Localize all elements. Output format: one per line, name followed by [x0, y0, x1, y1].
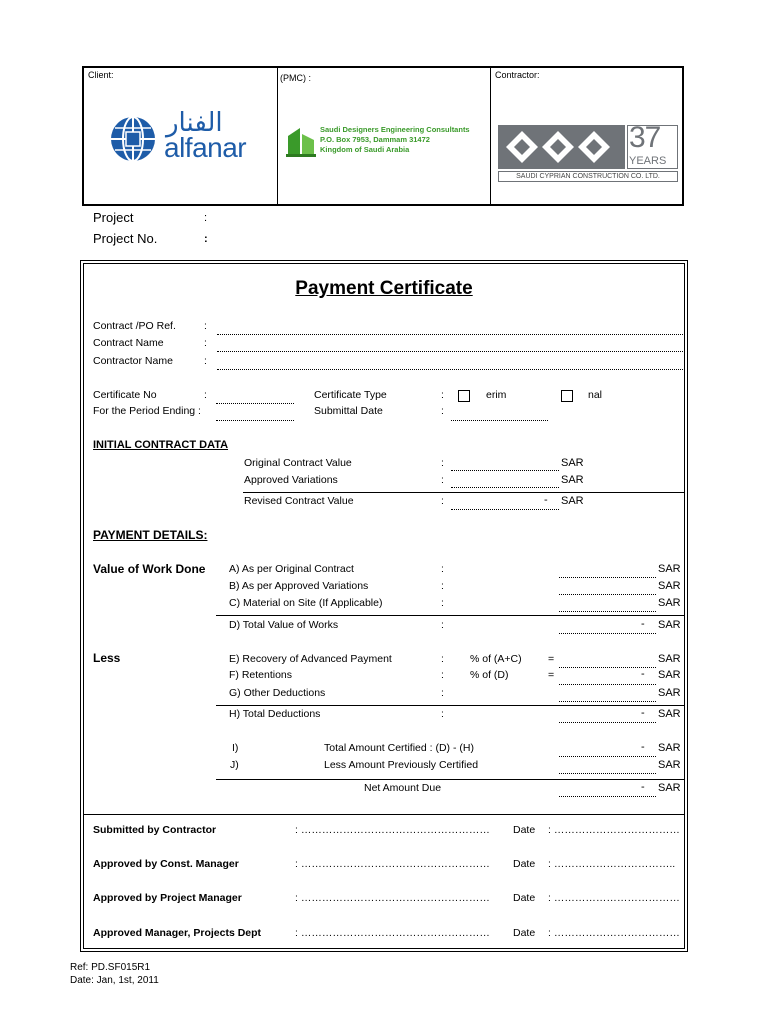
footer-ref: Ref: PD.SF015R1 — [70, 962, 151, 973]
revised-contract-value: - — [544, 494, 548, 506]
row-d-value: - — [641, 618, 645, 630]
scc-company-name: SAUDI CYPRIAN CONSTRUCTION CO. LTD. — [498, 171, 678, 182]
row-b-currency: SAR — [658, 580, 681, 592]
submitted-by-contractor-line[interactable]: : ……………………………………………… — [295, 824, 490, 836]
row-a-currency: SAR — [658, 563, 681, 575]
submitted-date-label: Date — [513, 824, 536, 836]
approved-variations-colon: : — [441, 474, 444, 486]
row-c-currency: SAR — [658, 597, 681, 609]
initial-contract-heading: INITIAL CONTRACT DATA — [93, 439, 229, 451]
const-manager-line[interactable]: : ……………………………………………… — [295, 858, 490, 870]
contractor-name-label: Contractor Name — [93, 355, 173, 367]
row-d-colon: : — [441, 619, 444, 631]
row-a-colon: : — [441, 563, 444, 575]
page-title: Payment Certificate — [295, 278, 473, 299]
row-f-field[interactable] — [559, 684, 656, 685]
pmc-label: (PMC) : — [280, 73, 311, 83]
contractor-name-colon: : — [204, 355, 207, 367]
alfanar-latin-text: alfanar — [164, 132, 247, 163]
certificate-type-label: Certificate Type — [314, 389, 387, 401]
row-c-label: C) Material on Site (If Applicable) — [229, 597, 383, 609]
row-c-field[interactable] — [559, 611, 656, 612]
scc-years-number: 37 — [629, 121, 661, 154]
projects-dept-date-line[interactable]: : ……………………………… — [548, 927, 680, 939]
project-colon: : — [204, 212, 208, 224]
period-ending-label: For the Period Ending : — [93, 405, 201, 417]
contract-po-ref-colon: : — [204, 320, 207, 332]
contractor-label: Contractor: — [495, 70, 540, 80]
row-b-field[interactable] — [559, 594, 656, 595]
approved-variations-field[interactable] — [451, 487, 559, 488]
row-i-label: Total Amount Certified : (D) - (H) — [324, 742, 474, 754]
sdec-address: P.O. Box 7953, Dammam 31472 — [320, 135, 430, 144]
original-contract-currency: SAR — [561, 457, 584, 469]
project-no-colon: : — [204, 233, 208, 245]
less-label: Less — [93, 651, 121, 665]
final-label: nal — [588, 389, 603, 401]
row-d-currency: SAR — [658, 619, 681, 631]
row-e-percent: % of (A+C) — [470, 653, 522, 665]
original-contract-label: Original Contract Value — [244, 457, 352, 469]
revised-contract-colon: : — [441, 495, 444, 507]
projects-dept-label: Approved Manager, Projects Dept — [93, 927, 262, 939]
row-j-field[interactable] — [559, 773, 656, 774]
row-i-field[interactable] — [559, 756, 656, 757]
scc-diamonds-icon — [502, 127, 622, 167]
initial-total-rule — [243, 492, 685, 493]
row-f-label: F) Retentions — [229, 669, 293, 681]
deductions-total-rule — [216, 705, 685, 706]
row-e-label: E) Recovery of Advanced Payment — [229, 653, 392, 665]
project-manager-date-line[interactable]: : ……………………………… — [548, 892, 680, 904]
contractor-name-field[interactable] — [217, 369, 685, 370]
row-e-currency: SAR — [658, 653, 681, 665]
net-amount-field[interactable] — [559, 796, 656, 797]
projects-dept-line[interactable]: : ……………………………………………… — [295, 927, 490, 939]
value-of-work-label: Value of Work Done — [93, 562, 206, 576]
scc-years-label: YEARS — [629, 155, 667, 167]
submitted-by-contractor-label: Submitted by Contractor — [93, 824, 217, 836]
sdec-country: Kingdom of Saudi Arabia — [320, 145, 410, 154]
project-no-label: Project No. — [93, 231, 158, 246]
row-j-currency: SAR — [658, 759, 681, 771]
row-j-index: J) — [230, 759, 239, 771]
original-contract-field[interactable] — [451, 470, 559, 471]
certificate-frame-inner — [83, 263, 685, 949]
alfanar-logo — [108, 108, 268, 168]
contract-name-colon: : — [204, 337, 207, 349]
submitted-date-line[interactable]: : ……………………………… — [548, 824, 680, 836]
project-manager-label: Approved by Project Manager — [93, 892, 242, 904]
payment-details-heading: PAYMENT DETAILS: — [93, 528, 208, 542]
client-label: Client: — [88, 70, 114, 80]
contract-name-label: Contract Name — [93, 337, 164, 349]
sdec-building-icon — [286, 124, 316, 158]
row-g-currency: SAR — [658, 687, 681, 699]
row-g-colon: : — [441, 687, 444, 699]
net-amount-value: - — [641, 781, 645, 793]
row-e-equals: = — [548, 653, 555, 665]
projects-dept-date-label: Date — [513, 927, 536, 939]
row-f-value: - — [641, 668, 645, 680]
interim-label: erim — [486, 389, 507, 401]
row-f-percent: % of (D) — [470, 669, 509, 681]
approved-variations-currency: SAR — [561, 474, 584, 486]
contract-po-ref-label: Contract /PO Ref. — [93, 320, 176, 332]
contract-name-field[interactable] — [217, 351, 685, 352]
const-manager-date-line[interactable]: : …………………………….. — [548, 858, 676, 870]
row-j-label: Less Amount Previously Certified — [324, 759, 479, 771]
row-i-currency: SAR — [658, 742, 681, 754]
works-total-rule — [216, 615, 685, 616]
net-amount-label: Net Amount Due — [364, 782, 442, 794]
footer-date: Date: Jan, 1st, 2011 — [70, 975, 159, 986]
interim-checkbox[interactable] — [458, 390, 470, 402]
final-checkbox[interactable] — [561, 390, 573, 402]
revised-contract-currency: SAR — [561, 495, 584, 507]
net-total-rule — [216, 779, 685, 780]
row-a-label: A) As per Original Contract — [229, 563, 354, 575]
row-b-colon: : — [441, 580, 444, 592]
header-divider-2 — [490, 66, 491, 206]
certificate-no-label: Certificate No — [93, 389, 157, 401]
period-ending-field[interactable] — [216, 420, 294, 421]
row-b-label: B) As per Approved Variations — [229, 580, 369, 592]
const-manager-label: Approved by Const. Manager — [93, 858, 239, 870]
row-d-field[interactable] — [559, 633, 656, 634]
row-f-equals: = — [548, 669, 555, 681]
alfanar-arabic-text: الفنار — [166, 108, 223, 138]
submittal-date-label: Submittal Date — [314, 405, 383, 417]
row-h-currency: SAR — [658, 708, 681, 720]
row-h-field[interactable] — [559, 722, 656, 723]
submittal-date-colon: : — [441, 405, 444, 417]
row-h-value: - — [641, 707, 645, 719]
const-manager-date-label: Date — [513, 858, 536, 870]
row-g-field[interactable] — [559, 701, 656, 702]
header-divider-1 — [277, 66, 278, 206]
row-h-colon: : — [441, 708, 444, 720]
row-h-label: H) Total Deductions — [229, 708, 321, 720]
project-manager-date-label: Date — [513, 892, 536, 904]
project-label: Project — [93, 210, 134, 225]
sdec-name: Saudi Designers Engineering Consultants — [320, 125, 470, 134]
row-g-label: G) Other Deductions — [229, 687, 326, 699]
row-c-colon: : — [441, 597, 444, 609]
row-a-field[interactable] — [559, 577, 656, 578]
row-i-value: - — [641, 741, 645, 753]
row-f-currency: SAR — [658, 669, 681, 681]
revised-contract-field[interactable] — [451, 509, 559, 510]
submittal-date-field[interactable] — [451, 420, 548, 421]
scc-logo — [498, 121, 680, 183]
certificate-no-colon: : — [204, 389, 207, 401]
row-d-label: D) Total Value of Works — [229, 619, 339, 631]
row-f-colon: : — [441, 669, 444, 681]
certificate-no-field[interactable] — [216, 403, 294, 404]
alfanar-globe-icon — [108, 114, 158, 164]
contract-po-ref-field[interactable] — [217, 334, 685, 335]
row-i-index: I) — [232, 742, 239, 754]
certificate-type-colon: : — [441, 389, 444, 401]
revised-contract-label: Revised Contract Value — [244, 495, 354, 507]
row-e-colon: : — [441, 653, 444, 665]
original-contract-colon: : — [441, 457, 444, 469]
signature-section-rule — [83, 814, 685, 815]
net-amount-currency: SAR — [658, 782, 681, 794]
project-manager-line[interactable]: : ……………………………………………… — [295, 892, 490, 904]
approved-variations-label: Approved Variations — [244, 474, 338, 486]
sdec-logo — [286, 122, 486, 162]
